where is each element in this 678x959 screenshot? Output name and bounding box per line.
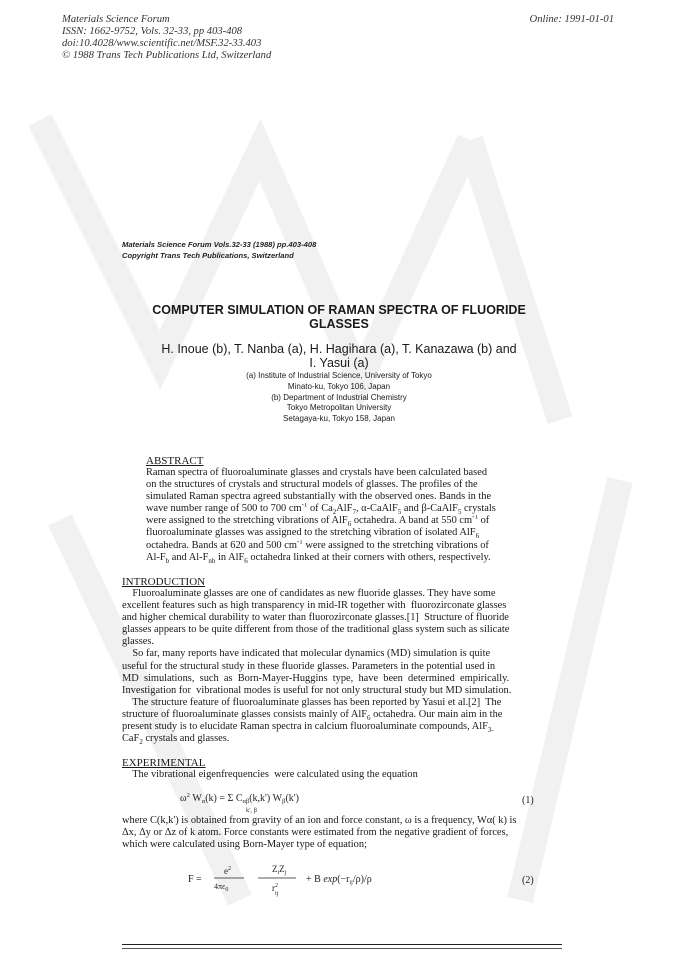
abstract-line: on the structures of crystals and structural models of glasses. The profiles of the (146, 479, 478, 491)
journal-copyright-line: Copyright Trans Tech Publications, Switzerland (122, 250, 294, 260)
svg-text:e2: $e^2$ (224, 866, 231, 876)
svg-text:k', β: k', β (246, 807, 257, 814)
paper-title (130, 303, 548, 331)
introduction-line: Investigation for vibrational modes is useful for not only structural study but MD simulation. (122, 684, 512, 696)
experimental-body (122, 815, 566, 851)
abstract-body (146, 467, 540, 564)
equation-1-number: (1) (522, 795, 534, 806)
introduction-line: structure of fluoroaluminate glasses consists mainly of AlF$_6$ octahedra. Our main aim in the (122, 708, 503, 722)
header-issn: ISSN: 1662-9752, Vols. 32-33, pp 403-408 (62, 26, 243, 37)
equation-2 (188, 860, 458, 900)
equation-1 (180, 788, 400, 816)
authors-line: H. Inoue (b), T. Nanba (a), H. Hagihara (a), T. Kanazawa (b) and (161, 342, 517, 356)
affiliation-line: Tokyo Metropolitan University (286, 403, 392, 413)
experimental-line: Δx, Δy or Δz of k atom. Force constants were estimated from the negative gradient of forces, (122, 827, 509, 839)
svg-text:+ B exp(−rij/ρ)/ρ: + B $\exp(-r_{ij}/\rho)/\rho$ (306, 874, 372, 886)
abstract-line: simulated Raman spectra agreed substantially with the observed ones. Bands in the (146, 491, 492, 503)
introduction-line: glasses. (122, 636, 155, 648)
affiliation-line: Setagaya-ku, Tokyo 158, Japan (283, 414, 395, 424)
affiliation-line: (b) Department of Industrial Chemistry (271, 392, 407, 402)
experimental-heading: EXPERIMENTAL (122, 757, 206, 769)
journal-reference (122, 240, 422, 261)
abstract-line: were assigned to the stretching vibrations of AlF$_6$ octahedra. A band at 550 $cm^{-1}$ of (146, 515, 490, 528)
header-doi: doi:10.4028/www.scientific.net/MSF.32-33.403 (62, 38, 262, 49)
equation-2-number: (2) (522, 875, 534, 886)
experimental-line: which were calculated using Born-Mayer type of equation; (122, 839, 367, 851)
abstract-line: wave number range of 500 to 700 $cm^{-1}$ of $Ca_2AlF_7$, α-CaAlF$_5$ and β-CaAlF$_5$ crystals (146, 503, 496, 516)
title-line: GLASSES (309, 317, 369, 331)
svg-text:F =: F = (188, 874, 202, 885)
page-footer-rule (122, 944, 562, 945)
header-copyright: © 1988 Trans Tech Publications Ltd, Switzerland (62, 50, 272, 61)
introduction-line: and higher chemical durability to water than fluorozirconate glasses.[1] Structure of fluoride (122, 612, 509, 624)
svg-text:ω2 Wα(k) = Σ Cαβ(k,k') Wβ(k: $\omega^2$ $W_\alpha(k) = \Sigma$ $C_{\alpha\beta}(k,k')$ $W_\beta(k')$ (180, 792, 299, 805)
experimental-line: The vibrational eigenfrequencies were calculated using the equation (122, 769, 418, 780)
abstract-heading: ABSTRACT (146, 455, 204, 467)
publication-header (62, 14, 422, 62)
abstract-line: $Al-F_b$ and $Al-F_{nb}$ in AlF$_6$ octahedra linked at their corners with others, respectively. (146, 551, 491, 564)
introduction-line: useful for the structural study in these fluoride glasses. Parameters in the potential used in (122, 660, 496, 672)
introduction-body (122, 588, 566, 745)
svg-text:ZiZj: $Z_iZ_j$ (272, 864, 287, 876)
introduction-line: Fluoroaluminate glasses are one of candidates as new fluoride glasses. They have some (122, 588, 496, 599)
header-journal: Materials Science Forum (62, 14, 170, 25)
svg-text:4πε0: $4\pi\varepsilon_0$ (214, 882, 229, 893)
abstract-line: fluoroaluminate glasses was assigned to the stretching vibration of isolated AlF$_6$ (146, 527, 480, 540)
title-line: COMPUTER SIMULATION OF RAMAN SPECTRA OF FLUORIDE (152, 303, 526, 317)
experimental-intro (122, 769, 566, 781)
abstract-line: octahedra. Bands at 620 and 500 $cm^{-1}$ were assigned to the stretching vibrations of (146, 539, 489, 551)
svg-text:r2ij: $r^2$ ij (272, 883, 279, 897)
affiliations (160, 371, 518, 425)
introduction-line: CaF$_2$ crystals and glasses. (122, 733, 230, 746)
introduction-line: The structure feature of fluoroaluminate glasses has been reported by Yasui et al.[2] The (122, 696, 502, 708)
authors-line: I. Yasui (a) (309, 356, 369, 370)
introduction-heading: INTRODUCTION (122, 576, 206, 588)
introduction-line: excellent features such as high transparency in mid-IR together with fluorozirconate glasses (122, 600, 507, 612)
introduction-line: glasses appears to be quite different from those of the traditional glass system such as silicate (122, 624, 510, 636)
author-list (130, 342, 548, 370)
header-online-date: Online: 1991-01-01 (529, 14, 614, 25)
page-footer-rule (122, 948, 562, 949)
journal-reference-line: Materials Science Forum Vols.32-33 (1988) pp.403-408 (122, 240, 317, 249)
introduction-line: MD simulations, such as Born-Mayer-Huggins type, have been determined empirically. (122, 672, 510, 684)
introduction-line: So far, many reports have indicated that molecular dynamics (MD) simulation is quite (122, 648, 491, 660)
abstract-line: Raman spectra of fluoroaluminate glasses and crystals have been calculated based (146, 467, 488, 478)
affiliation-line: Minato-ku, Tokyo 106, Japan (287, 381, 391, 391)
affiliation-line: (a) Institute of Industrial Science, University of Tokyo (246, 371, 432, 380)
experimental-line: where C(k,k') is obtained from gravity of an ion and force constant, ω is a frequency, Wα( k) is (122, 815, 517, 826)
introduction-line: present study is to elucidate Raman spectra in calcium fluoroaluminate compounds, AlF$_{3-}$ (122, 721, 494, 734)
